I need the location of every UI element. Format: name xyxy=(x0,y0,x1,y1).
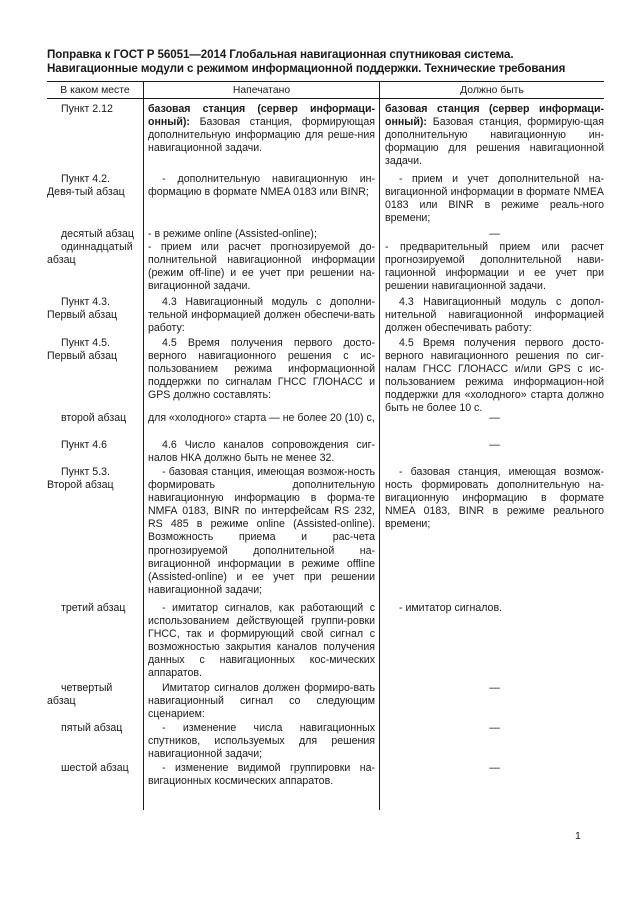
header-printed: Напечатано xyxy=(232,85,291,96)
row-printed: для «холодного» старта — не более 20 (10) с, xyxy=(148,412,375,424)
row-should: 4.5 Время получения первого досто-верного навигационного решения по сиг-налам ГНСС ГЛОНАСС и/или GPS с ис-пользованием режима информацион-ной поддержки для «холодного» старта должно быть не более 10 с. xyxy=(385,337,604,415)
row-should xyxy=(385,103,604,168)
row-place: одиннадцатый абзац xyxy=(47,241,133,267)
term-bold: базовая станция (сервер информаци-онный): xyxy=(385,103,604,129)
row-place: Пункт 4.2. Девя-тый абзац xyxy=(47,173,125,199)
row-should-text: Базовая станция, формирую-щая дополнительную навигационную ин-формацию для решения навигационной задачи. xyxy=(385,116,604,168)
page-number: 1 xyxy=(575,830,581,842)
row-printed: - базовая станция, имеющая возмож-ность формировать дополнительную навигационную информацию в форма-те NMFA 0183, BINR по интерфейсам RS 232, RS 485 в режиме online (Assisted-online). Возможность приема и рас-чета прогнозируемой дополнительной на-вигационной информации в режиме offline (Assisted-online) и ее учет при решении навигационной задачи; xyxy=(148,466,375,596)
header-place: В каком месте xyxy=(60,85,130,96)
row-printed: - изменение числа навигационных спутников, используемых для решения навигационной задачи; xyxy=(148,722,375,761)
row-place: Пункт 2.12 xyxy=(61,103,113,115)
row-should: — xyxy=(489,439,500,451)
row-printed: - дополнительную навигационную ин-формацию в формате NMEA 0183 или BINR; xyxy=(148,173,375,199)
table-header xyxy=(47,82,604,99)
column-divider xyxy=(143,82,144,810)
corrections-table xyxy=(47,81,604,810)
row-place: второй абзац xyxy=(61,412,127,424)
row-should: - прием и учет дополнительной на-вигационной информации в формате NMEA 0183 или BINR в режиме реаль-ного времени; xyxy=(385,173,604,225)
row-should: — xyxy=(489,762,500,774)
row-printed: Имитатор сигналов должен формиро-вать навигационный сигнал со следующим сценарием: xyxy=(148,682,375,721)
row-place: пятый абзац xyxy=(61,722,123,734)
row-place: десятый абзац xyxy=(61,228,134,240)
row-printed: - прием или расчет прогнозируемой до-полнительной навигационной информации (режим off-line) и ее учет при решении на-вигационной задачи. xyxy=(148,241,375,293)
term-bold: базовая станция (сервер информаци-онный): xyxy=(148,103,375,129)
row-printed: - в режиме online (Assisted-online); xyxy=(148,228,317,240)
row-printed: - имитатор сигналов, как работающий с использованием действующей группи-ровки ГНСС, так и формирующий свой сигнал с возможностью закрытия каналов получения данных с навигационных кос-мических аппаратов. xyxy=(148,602,375,680)
row-printed: 4.5 Время получения первого досто-верного навигационного решения с ис-пользованием режима информационной поддержки по сигналам ГНСС ГЛОНАСС и GPS должно составлять: xyxy=(148,337,375,402)
row-place: четвертый абзац xyxy=(47,682,113,708)
column-divider xyxy=(379,82,380,810)
row-place: Пункт 4.3. Первый абзац xyxy=(47,296,118,322)
row-should: — xyxy=(489,412,500,424)
row-printed-text: Базовая станция, формирующая дополнительную информацию для реше-ния навигационной задачи. xyxy=(148,116,375,155)
row-should: - предварительный прием или расчет прогнозируемой дополнительной нави-гационной информации и ее учет при решении навигационной задачи. xyxy=(385,241,604,293)
header-should-be: Должно быть xyxy=(460,85,524,96)
document-title: Поправка к ГОСТ Р 56051—2014 Глобальная навигационная спутниковая система. Навигационные модули с режимом информационной поддержки. Технические требования xyxy=(47,48,566,75)
row-place: Пункт 5.3. Второй абзац xyxy=(47,466,114,492)
row-place: третий абзац xyxy=(61,602,126,614)
row-place: Пункт 4.6 xyxy=(61,439,108,451)
row-should: — xyxy=(489,682,500,694)
row-should: - базовая станция, имеющая возмож-ность формировать дополнительную на-вигационную информацию в формате NMEA 0183, BINR в режиме реального времени; xyxy=(385,466,604,531)
row-should: - имитатор сигналов. xyxy=(399,602,503,614)
row-printed: 4.6 Число каналов сопровождения сиг-налов НКА должно быть не менее 32. xyxy=(148,439,375,465)
row-should: — xyxy=(489,722,500,734)
row-should: — xyxy=(489,228,500,240)
row-printed: - изменение видимой группировки на-вигационных космических аппаратов. xyxy=(148,762,375,788)
row-should: 4.3 Навигационный модуль с допол-нительной навигационной информацией должен обеспечивать работу: xyxy=(385,296,604,335)
row-printed xyxy=(148,103,375,155)
row-place: шестой абзац xyxy=(61,762,129,774)
row-printed: 4.3 Навигационный модуль с дополни-тельной информацией должен обеспечи-вать работу: xyxy=(148,296,375,335)
row-place: Пункт 4.5. Первый абзац xyxy=(47,337,118,363)
